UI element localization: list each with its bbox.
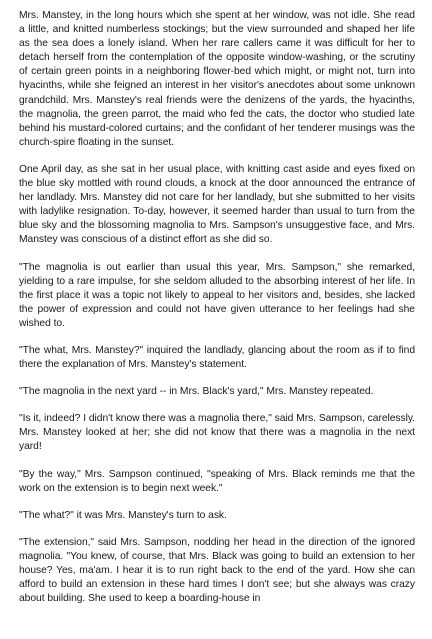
paragraph-1: Mrs. Manstey, in the long hours which she spent at her window, was not idle. She read a little, and knitted numberless stockings; but the view surrounded and shaped her life as the sea does a lonely island. When her rare callers came it was difficult for her to detach herself from the contemplation of the opposite window-washing, or the scrutiny of certain green points in a neighboring flower-bed which might, or might not, turn into hyacinths, while she feigned an interest in her visitor's anecdotes about some unknown grandchild. Mrs. Manstey's real friends were the denizens of the yards, the hyacinths, the magnolia, the green parrot, the maid who fed the cats, the doctor who studied late behind his mustard-colored curtains; and the confidant of her tenderer musings was the church-spire floating in the sunset. (19, 10, 415, 148)
paragraph-3: "The magnolia is out earlier than usual this year, Mrs. Sampson," she remarked, yielding to a rare impulse, for she seldom alluded to the absorbing interest of her life. In the first place it was a topic not likely to appeal to her visitors and, besides, she lacked the power of expression and could not have given utterance to her feelings had she wished to. (19, 261, 415, 329)
paragraph-9: "The extension," said Mrs. Sampson, nodding her head in the direction of the ignored magnolia. "You knew, of course, that Mrs. Black was going to build an extension to her house? Yes, ma'am. I hear it is to run right back to the end of the yard. How she can afford to build an extension in these hard times I don't see; but she always was crazy about building. She used to keep a boarding-house in (19, 536, 415, 605)
paragraph-4: "The what, Mrs. Manstey?" inquired the landlady, glancing about the room as if to find there the explanation of Mrs. Manstey's statement. (19, 344, 415, 371)
paragraph-6: "Is it, indeed? I didn't know there was a magnolia there," said Mrs. Sampson, carelessly. Mrs. Manstey looked at her; she did not know that there was a magnolia in the next yard! (19, 413, 415, 453)
paragraph-8: "The what?" it was Mrs. Manstey's turn to ask. (19, 509, 227, 521)
paragraph-7: "By the way," Mrs. Sampson continued, "speaking of Mrs. Black reminds me that the work on the extension is to begin next week." (19, 468, 415, 494)
paragraph-5: "The magnolia in the next yard -- in Mrs. Black's yard," Mrs. Manstey repeated. (19, 386, 374, 398)
paragraph-2: One April day, as she sat in her usual place, with knitting cast aside and eyes fixed on the blue sky mottled with round clouds, a knock at the door announced the entrance of her landlady. Mrs. Manstey did not care for her landlady, but she submitted to her visits with ladylike resignation. To-day, however, it seemed harder than usual to turn from the blue sky and the blossoming magnolia to Mrs. Sampson's unsuggestive face, and Mrs. Manstey was conscious of a distinct effort as she did so. (19, 163, 415, 246)
